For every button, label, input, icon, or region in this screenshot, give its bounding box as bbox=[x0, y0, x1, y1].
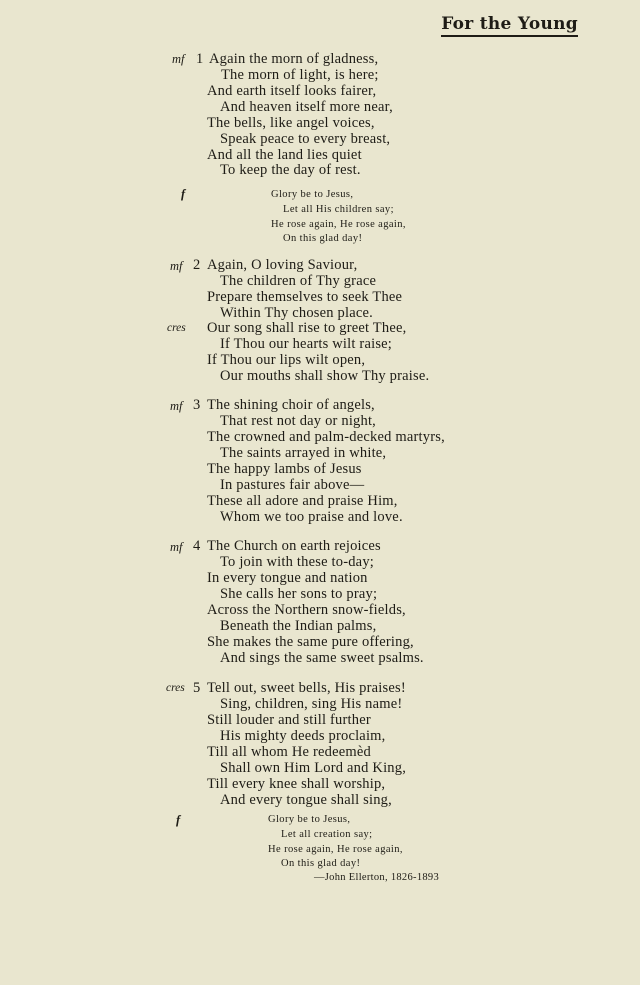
verse-line: The bells, like angel voices, bbox=[207, 115, 375, 131]
verse-line: The Church on earth rejoices bbox=[207, 538, 381, 554]
verse-line: Beneath the Indian palms, bbox=[220, 618, 377, 634]
verse-line: His mighty deeds proclaim, bbox=[220, 728, 386, 744]
verse-line: And every tongue shall sing, bbox=[220, 792, 392, 808]
verse-line: In every tongue and nation bbox=[207, 570, 368, 586]
dynamic-mark: mf bbox=[170, 540, 183, 554]
verse-line: Our song shall rise to greet Thee, bbox=[207, 320, 407, 336]
dynamic-mark: f bbox=[176, 813, 181, 827]
verse-line: The children of Thy grace bbox=[220, 273, 377, 289]
verse-line: And all the land lies quiet bbox=[207, 147, 362, 163]
dynamic-mark: cres bbox=[166, 682, 185, 694]
verse-line: Till every knee shall worship, bbox=[207, 776, 386, 792]
verse-line: Till all whom He redeemèd bbox=[207, 744, 371, 760]
stanza-number: 1 bbox=[196, 51, 204, 67]
chorus-line: He rose again, He rose again, bbox=[268, 844, 403, 855]
verse-line: Tell out, sweet bells, His praises! bbox=[207, 680, 406, 696]
verse-line: Prepare themselves to seek Thee bbox=[207, 289, 403, 305]
stanza-number: 5 bbox=[193, 680, 201, 696]
verse-line: If Thou our lips wilt open, bbox=[207, 352, 366, 368]
verse-line: Still louder and still further bbox=[207, 712, 371, 728]
chorus-line: Glory be to Jesus, bbox=[271, 189, 354, 200]
verse-line: Speak peace to every breast, bbox=[220, 131, 391, 147]
verse-line: She calls her sons to pray; bbox=[220, 586, 378, 602]
verse-line: To keep the day of rest. bbox=[220, 162, 361, 178]
verse-line: That rest not day or night, bbox=[220, 413, 377, 429]
verse-line: If Thou our hearts wilt raise; bbox=[220, 336, 393, 352]
verse-line: The morn of light, is here; bbox=[221, 67, 379, 83]
verse-line: Shall own Him Lord and King, bbox=[220, 760, 407, 776]
verse-line: These all adore and praise Him, bbox=[207, 493, 398, 509]
chorus-line: Let all creation say; bbox=[281, 829, 373, 840]
verse-line: Sing, children, sing His name! bbox=[220, 696, 403, 712]
dynamic-mark: cres bbox=[167, 322, 186, 334]
verse-line: Again, O loving Saviour, bbox=[207, 257, 358, 273]
dynamic-mark: mf bbox=[170, 399, 183, 413]
verse-line: The shining choir of angels, bbox=[207, 397, 375, 413]
verse-line: In pastures fair above— bbox=[220, 477, 365, 493]
dynamic-mark: mf bbox=[172, 52, 185, 66]
verse-line: The happy lambs of Jesus bbox=[207, 461, 362, 477]
verse-line: And earth itself looks fairer, bbox=[207, 83, 377, 99]
chorus-line: He rose again, He rose again, bbox=[271, 219, 406, 230]
chorus-line: Let all His children say; bbox=[283, 204, 394, 215]
verse-line: The saints arrayed in white, bbox=[220, 445, 387, 461]
section-header: For the Young bbox=[441, 14, 578, 37]
dynamic-mark: f bbox=[181, 187, 186, 201]
verse-line: Within Thy chosen place. bbox=[220, 305, 373, 321]
stanza-number: 2 bbox=[193, 257, 201, 273]
verse-line: Again the morn of gladness, bbox=[209, 51, 379, 67]
verse-line: Across the Northern snow-fields, bbox=[207, 602, 406, 618]
chorus-line: Glory be to Jesus, bbox=[268, 814, 351, 825]
verse-line: Our mouths shall show Thy praise. bbox=[220, 368, 430, 384]
dynamic-mark: mf bbox=[170, 259, 183, 273]
verse-line: She makes the same pure offering, bbox=[207, 634, 414, 650]
verse-line: And sings the same sweet psalms. bbox=[220, 650, 424, 666]
author-attribution: —John Ellerton, 1826-1893 bbox=[314, 872, 440, 883]
verse-line: Whom we too praise and love. bbox=[220, 509, 403, 525]
chorus-line: On this glad day! bbox=[281, 858, 361, 869]
verse-line: The crowned and palm-decked martyrs, bbox=[207, 429, 445, 445]
stanza-number: 3 bbox=[193, 397, 201, 413]
verse-line: And heaven itself more near, bbox=[220, 99, 393, 115]
verse-line: To join with these to-day; bbox=[220, 554, 374, 570]
stanza-number: 4 bbox=[193, 538, 201, 554]
chorus-line: On this glad day! bbox=[283, 233, 363, 244]
